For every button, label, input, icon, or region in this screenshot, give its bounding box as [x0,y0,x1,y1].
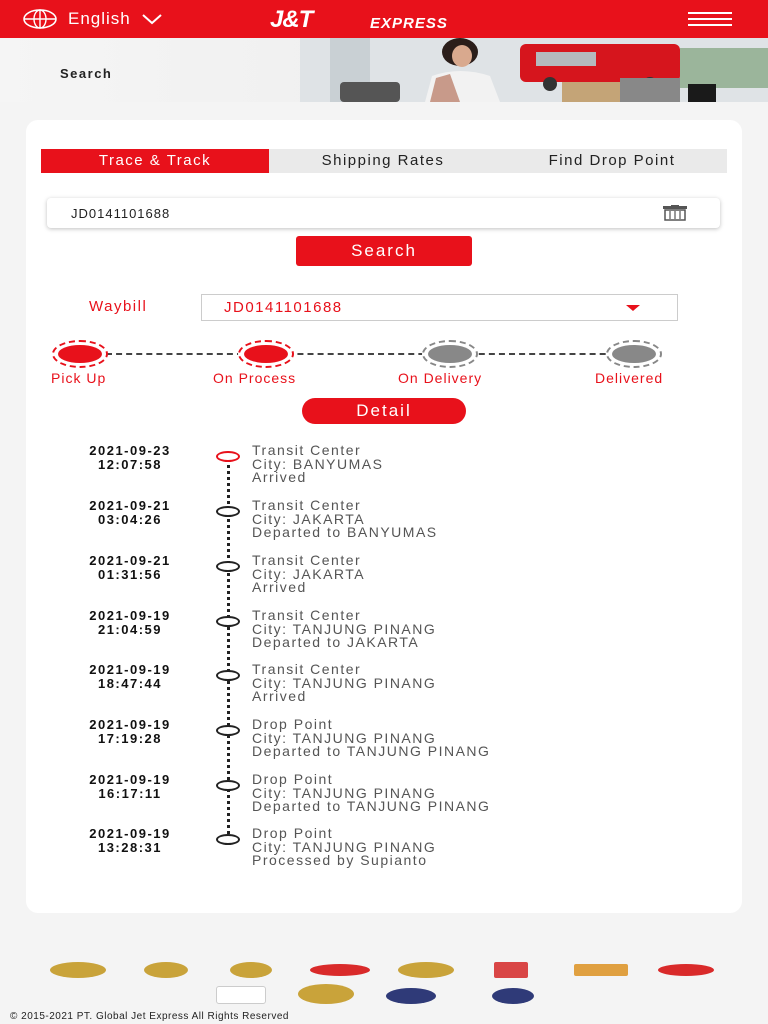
event-datetime: 2021-09-21 03:04:26 [89,498,171,527]
globe-icon [22,8,58,30]
timeline-dot [216,725,240,736]
chevron-down-icon [141,13,163,25]
timeline-dot [216,780,240,791]
logo-main-text: J&T [270,6,313,32]
top-bar [0,0,768,38]
timeline-dot [216,506,240,517]
event-details: Transit Center City: TANJUNG PINANG Arrived [252,661,437,704]
award-badge [310,964,370,976]
top-brand-award-badge [298,984,354,1004]
timeline-dot [216,670,240,681]
award-badge [230,962,272,978]
timeline-event [26,609,742,663]
tab-shipping-rates[interactable]: Shipping Rates [321,152,445,169]
event-details: Transit Center City: JAKARTA Departed to BANYUMAS [252,497,438,540]
service-tabs [41,149,727,173]
stage-label-pick-up: Pick Up [51,370,107,386]
stage-connector [106,353,646,355]
tracking-timeline [26,442,742,882]
award-badge [386,988,436,1004]
event-datetime: 2021-09-19 17:19:28 [89,717,171,746]
timeline-event [26,499,742,553]
event-details: Drop Point City: TANJUNG PINANG Processed by Supianto [252,825,437,868]
tab-find-drop-point[interactable]: Find Drop Point [548,152,676,169]
event-datetime: 2021-09-19 13:28:31 [89,826,171,855]
timeline-event [26,718,742,772]
top-brand-award-badge [398,962,454,978]
award-badge [144,962,188,978]
timeline-event [26,554,742,608]
award-badge [492,988,534,1004]
waybill-search-input[interactable] [71,198,651,228]
timeline-event [26,663,742,717]
banner-photo [300,38,768,102]
timeline-dot [216,561,240,572]
timeline-event [26,444,742,498]
event-details: Transit Center City: BANYUMAS Arrived [252,442,384,485]
delivery-stage-icon [422,340,478,368]
timeline-dot [216,451,240,462]
event-datetime: 2021-09-23 12:07:58 [89,443,171,472]
stage-label-delivered: Delivered [595,370,664,386]
award-badge [574,964,628,976]
timeline-event [26,773,742,827]
top-brand-award-badge [50,962,106,978]
gold-asean-award-badge [494,962,528,978]
waybill-select[interactable] [201,294,678,321]
menu-icon[interactable] [688,12,732,26]
hero-banner [0,38,768,102]
event-datetime: 2021-09-19 18:47:44 [89,662,171,691]
tab-trace-track[interactable]: Trace & Track [41,149,269,173]
event-details: Transit Center City: TANJUNG PINANG Departed to JAKARTA [252,607,437,650]
copyright-footer: © 2015-2021 PT. Global Jet Express All Rights Reserved [10,1011,289,1022]
waybill-selected-value: JD0141101688 [224,299,343,316]
page-title: Search [60,66,113,81]
event-details: Drop Point City: TANJUNG PINANG Departed to TANJUNG PINANG [252,716,491,759]
tracking-card [26,120,742,913]
award-badge [658,964,714,976]
search-button[interactable]: Search [296,236,472,266]
event-details: Drop Point City: TANJUNG PINANG Departed to TANJUNG PINANG [252,771,491,814]
shipment-stages [26,340,742,386]
stage-label-on-process: On Process [213,370,297,386]
awards-strip [0,960,768,1008]
stage-label-on-delivery: On Delivery [398,370,483,386]
detail-button[interactable]: Detail [302,398,466,424]
language-selector[interactable] [22,8,163,30]
trash-icon[interactable] [661,205,689,221]
language-label: English [68,9,131,28]
event-datetime: 2021-09-19 16:17:11 [89,772,171,801]
jt-express-logo [270,6,502,32]
timeline-dot [216,616,240,627]
event-details: Transit Center City: JAKARTA Arrived [252,552,366,595]
event-datetime: 2021-09-21 01:31:56 [89,553,171,582]
delivered-stage-icon [606,340,662,368]
process-stage-icon [238,340,294,368]
caret-down-icon [626,305,640,311]
pickup-stage-icon [52,340,108,368]
award-badge [216,986,266,1004]
event-datetime: 2021-09-19 21:04:59 [89,608,171,637]
timeline-dot [216,834,240,845]
timeline-event [26,827,742,881]
search-box [47,198,720,228]
waybill-label: Waybill [89,298,148,315]
logo-sub-text: EXPRESS [370,15,448,32]
